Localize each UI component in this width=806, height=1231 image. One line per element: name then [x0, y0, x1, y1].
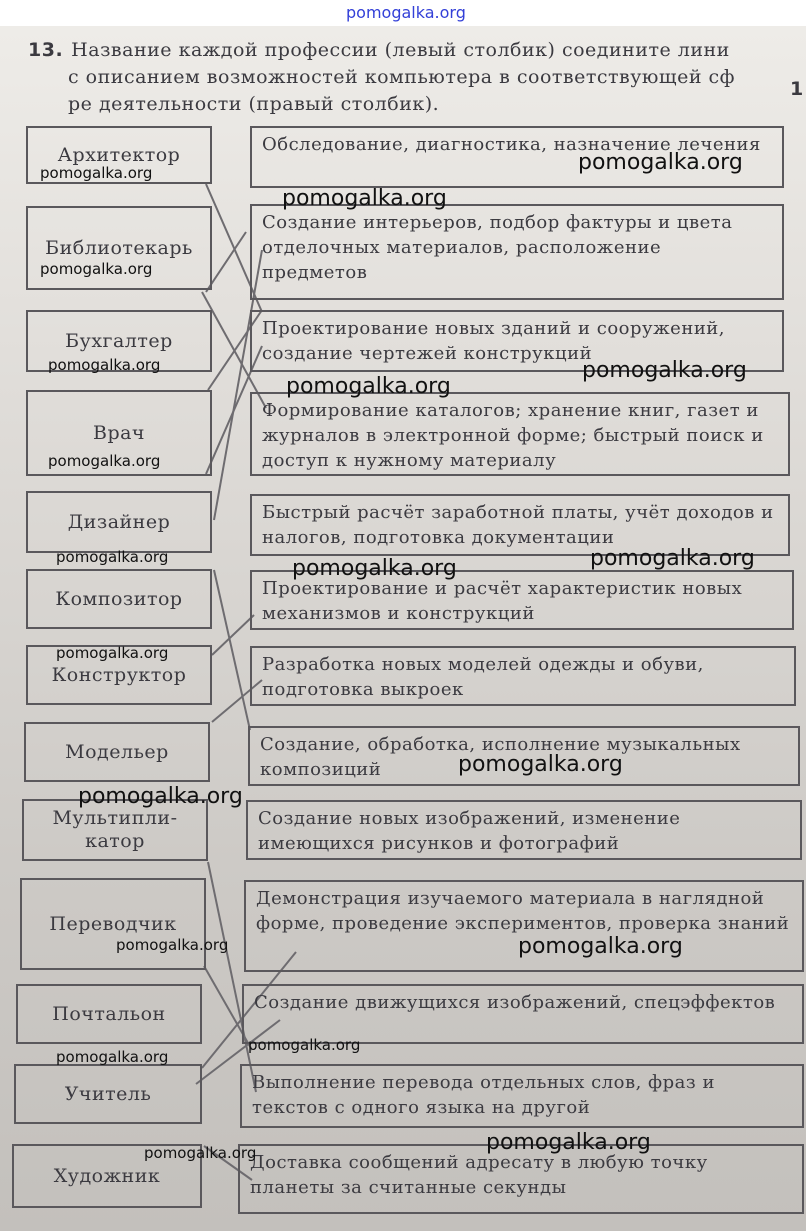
watermark-text: pomogalka.org [48, 356, 161, 374]
description-box [250, 646, 796, 706]
profession-label: Врач [92, 421, 145, 444]
watermark-text: pomogalka.org [286, 374, 451, 399]
watermark-text: pomogalka.org [292, 556, 457, 581]
watermark-text: pomogalka.org [486, 1130, 651, 1155]
connection-line [212, 615, 254, 655]
watermark-text: pomogalka.org [518, 934, 683, 959]
description-box [246, 800, 802, 860]
watermark-text: pomogalka.org [40, 164, 153, 182]
watermark-text: pomogalka.org [582, 358, 747, 383]
task-line-1: Название каждой профессии (левый столбик) соедините лини [71, 39, 730, 61]
task-number: 13. [28, 39, 64, 61]
description-text: Проектирование и расчёт характеристик новых механизмов и конструкций [262, 578, 743, 624]
profession-label: Модельер [65, 740, 169, 763]
watermark-text: pomogalka.org [40, 260, 153, 278]
profession-label: Учитель [64, 1082, 152, 1105]
profession-box [26, 491, 212, 553]
description-text: Демонстрация изучаемого материала в наглядной форме, проведение экспериментов, проверка знаний [256, 888, 790, 934]
description-text: Проектирование новых зданий и сооружений, создание чертежей конструкций [262, 318, 726, 364]
description-text: Формирование каталогов; хранение книг, газет и журналов в электронной форме; быстрый поиск и доступ к нужному материалу [262, 400, 764, 471]
watermark-text: pomogalka.org [56, 548, 169, 566]
description-text: Создание новых изображений, изменение имеющихся рисунков и фотографий [258, 808, 681, 854]
description-text: Выполнение перевода отдельных слов, фраз и текстов с одного языка на другой [252, 1072, 715, 1118]
description-text: Создание движущихся изображений, спецэффектов [254, 992, 776, 1013]
profession-label: Бухгалтер [65, 329, 173, 352]
task-line-2: с описанием возможностей компьютера в соответствующей сф [68, 66, 736, 88]
profession-label: Композитор [55, 587, 183, 610]
task-line-3: ре деятельности (правый столбик). [68, 93, 440, 115]
watermark-text: pomogalka.org [458, 752, 623, 777]
description-text: Разработка новых моделей одежды и обуви, подготовка выкроек [262, 654, 704, 700]
watermark-text: pomogalka.org [116, 936, 229, 954]
header-site-link[interactable]: pomogalka.org [346, 3, 466, 22]
watermark-text: pomogalka.org [590, 546, 755, 571]
description-text: Создание, обработка, исполнение музыкальных композиций [260, 734, 741, 780]
description-box [240, 1064, 804, 1128]
watermark-text: pomogalka.org [56, 644, 169, 662]
watermark-text: pomogalka.org [78, 784, 243, 809]
profession-box [20, 878, 206, 970]
profession-box [26, 569, 212, 629]
profession-label: Дизайнер [67, 510, 171, 533]
watermark-text: pomogalka.org [56, 1048, 169, 1066]
profession-label: Архитектор [57, 143, 181, 166]
profession-box [24, 722, 210, 782]
watermark-text: pomogalka.org [144, 1144, 257, 1162]
watermark-text: pomogalka.org [48, 452, 161, 470]
profession-label: Конструктор [51, 663, 187, 686]
profession-label: Библиотекарь [45, 236, 193, 259]
profession-box [14, 1064, 202, 1124]
profession-label: Художник [53, 1164, 161, 1187]
description-text: Доставка сообщений адресату в любую точку планеты за считанные секунды [250, 1152, 708, 1198]
profession-label: Мультипли-катор [52, 807, 178, 852]
description-text: Обследование, диагностика, назначение лечения [262, 134, 761, 155]
watermark-text: pomogalka.org [282, 186, 447, 211]
description-box [250, 204, 784, 300]
profession-label: Почтальон [52, 1002, 166, 1025]
description-box [250, 392, 790, 476]
description-text: Быстрый расчёт заработной платы, учёт доходов и налогов, подготовка документации [262, 502, 774, 548]
description-text: Создание интерьеров, подбор фактуры и цвета отделочных материалов, расположение предметов [262, 212, 733, 283]
page-number: 1 [790, 78, 804, 100]
profession-label: Переводчик [49, 912, 177, 935]
watermark-text: pomogalka.org [578, 150, 743, 175]
watermark-text: pomogalka.org [248, 1036, 361, 1054]
description-box [242, 984, 804, 1044]
profession-box [16, 984, 202, 1044]
